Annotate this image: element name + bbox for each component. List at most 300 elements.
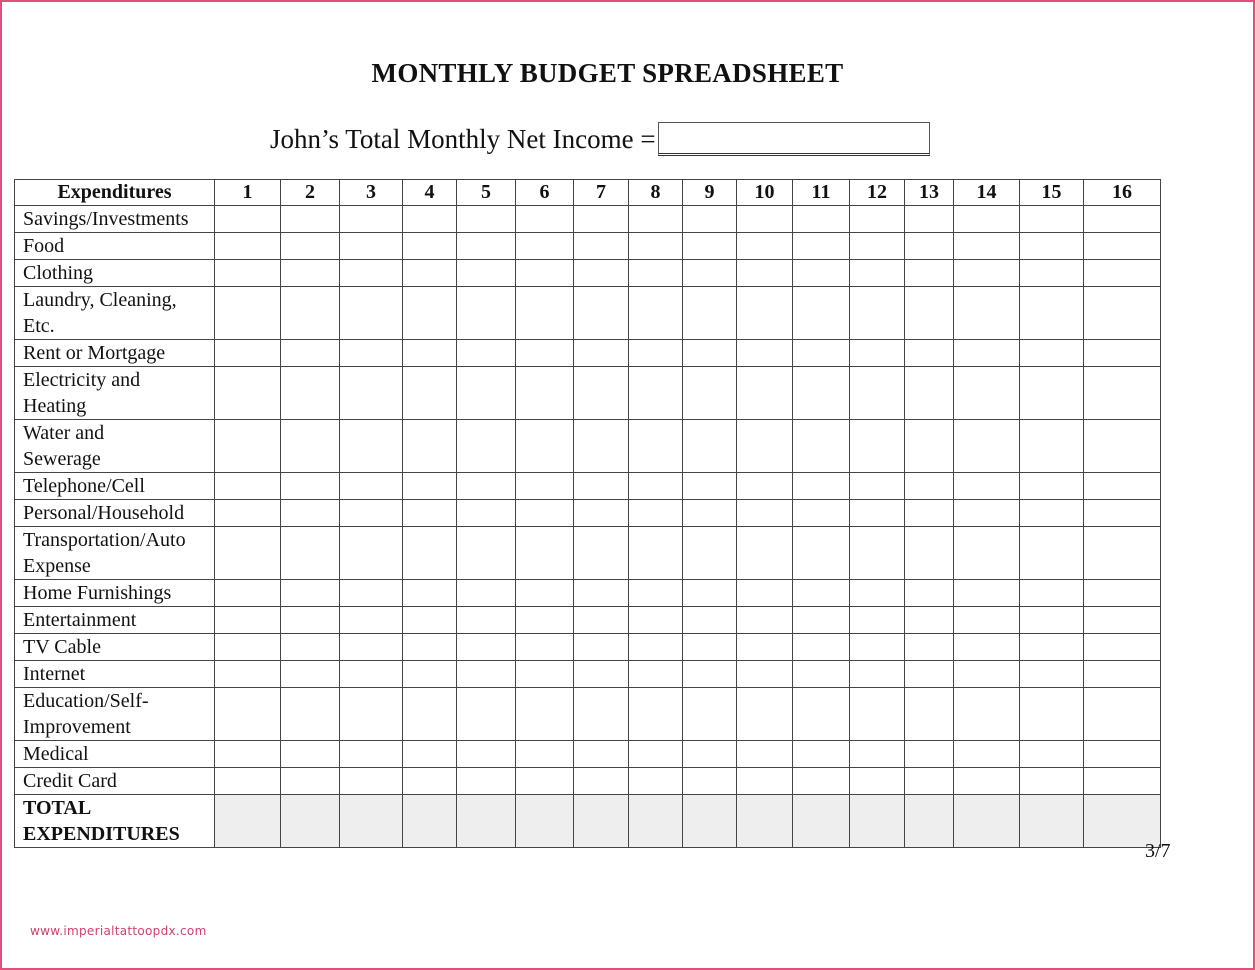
entry-cell[interactable] (215, 367, 281, 420)
entry-cell[interactable] (516, 527, 574, 580)
entry-cell[interactable] (905, 260, 954, 287)
total-cell[interactable] (457, 795, 516, 848)
entry-cell[interactable] (516, 473, 574, 500)
entry-cell[interactable] (574, 607, 629, 634)
entry-cell[interactable] (340, 420, 403, 473)
entry-cell[interactable] (281, 607, 340, 634)
page-number: 3/7 (1145, 840, 1171, 862)
income-input-box[interactable] (658, 122, 930, 156)
entry-cell[interactable] (737, 634, 793, 661)
entry-cell[interactable] (281, 688, 340, 741)
entry-cell[interactable] (793, 607, 850, 634)
entry-cell[interactable] (281, 287, 340, 340)
entry-cell[interactable] (574, 206, 629, 233)
entry-cell[interactable] (340, 768, 403, 795)
entry-cell[interactable] (954, 206, 1020, 233)
entry-cell[interactable] (683, 741, 737, 768)
entry-cell[interactable] (793, 580, 850, 607)
entry-cell[interactable] (737, 340, 793, 367)
entry-cell[interactable] (1084, 580, 1161, 607)
entry-cell[interactable] (629, 634, 683, 661)
entry-cell[interactable] (457, 688, 516, 741)
entry-cell[interactable] (1020, 473, 1084, 500)
entry-cell[interactable] (737, 420, 793, 473)
entry-cell[interactable] (850, 260, 905, 287)
entry-cell[interactable] (574, 580, 629, 607)
entry-cell[interactable] (403, 527, 457, 580)
entry-cell[interactable] (905, 287, 954, 340)
entry-cell[interactable] (683, 688, 737, 741)
entry-cell[interactable] (683, 580, 737, 607)
entry-cell[interactable] (1084, 473, 1161, 500)
entry-cell[interactable] (737, 688, 793, 741)
entry-cell[interactable] (850, 607, 905, 634)
entry-cell[interactable] (215, 233, 281, 260)
entry-cell[interactable] (954, 287, 1020, 340)
entry-cell[interactable] (340, 580, 403, 607)
entry-cell[interactable] (516, 741, 574, 768)
entry-cell[interactable] (340, 367, 403, 420)
entry-cell[interactable] (281, 661, 340, 688)
entry-cell[interactable] (457, 768, 516, 795)
entry-cell[interactable] (629, 607, 683, 634)
entry-cell[interactable] (905, 233, 954, 260)
entry-cell[interactable] (516, 688, 574, 741)
entry-cell[interactable] (905, 367, 954, 420)
entry-cell[interactable] (403, 768, 457, 795)
entry-cell[interactable] (629, 233, 683, 260)
entry-cell[interactable] (281, 580, 340, 607)
entry-cell[interactable] (793, 527, 850, 580)
page-title: MONTHLY BUDGET SPREADSHEET (371, 58, 844, 88)
entry-cell[interactable] (457, 287, 516, 340)
entry-cell[interactable] (574, 688, 629, 741)
entry-cell[interactable] (683, 500, 737, 527)
entry-cell[interactable] (1020, 287, 1084, 340)
entry-cell[interactable] (340, 340, 403, 367)
entry-cell[interactable] (850, 367, 905, 420)
entry-cell[interactable] (1084, 367, 1161, 420)
entry-cell[interactable] (457, 340, 516, 367)
entry-cell[interactable] (954, 580, 1020, 607)
entry-cell[interactable] (457, 420, 516, 473)
entry-cell[interactable] (1084, 260, 1161, 287)
entry-cell[interactable] (457, 473, 516, 500)
entry-cell[interactable] (905, 741, 954, 768)
entry-cell[interactable] (850, 634, 905, 661)
entry-cell[interactable] (683, 768, 737, 795)
entry-cell[interactable] (954, 500, 1020, 527)
entry-cell[interactable] (215, 688, 281, 741)
entry-cell[interactable] (683, 473, 737, 500)
entry-cell[interactable] (574, 367, 629, 420)
entry-cell[interactable] (340, 741, 403, 768)
entry-cell[interactable] (905, 500, 954, 527)
entry-cell[interactable] (457, 580, 516, 607)
entry-cell[interactable] (1084, 500, 1161, 527)
entry-cell[interactable] (629, 661, 683, 688)
entry-cell[interactable] (683, 527, 737, 580)
table-row (15, 661, 1161, 688)
entry-cell[interactable] (793, 260, 850, 287)
entry-cell[interactable] (281, 206, 340, 233)
entry-cell[interactable] (683, 340, 737, 367)
entry-cell[interactable] (340, 527, 403, 580)
row-label: Transportation/Auto Expense (15, 527, 215, 580)
entry-cell[interactable] (403, 500, 457, 527)
entry-cell[interactable] (737, 260, 793, 287)
entry-cell[interactable] (403, 367, 457, 420)
entry-cell[interactable] (737, 607, 793, 634)
entry-cell[interactable] (683, 661, 737, 688)
total-cell[interactable] (340, 795, 403, 848)
entry-cell[interactable] (340, 233, 403, 260)
entry-cell[interactable] (340, 287, 403, 340)
entry-cell[interactable] (403, 340, 457, 367)
entry-cell[interactable] (793, 287, 850, 340)
entry-cell[interactable] (215, 420, 281, 473)
entry-cell[interactable] (954, 768, 1020, 795)
entry-cell[interactable] (403, 233, 457, 260)
entry-cell[interactable] (954, 473, 1020, 500)
entry-cell[interactable] (281, 260, 340, 287)
table-row (15, 340, 1161, 367)
entry-cell[interactable] (629, 420, 683, 473)
entry-cell[interactable] (954, 527, 1020, 580)
entry-cell[interactable] (215, 607, 281, 634)
entry-cell[interactable] (905, 688, 954, 741)
entry-cell[interactable] (1084, 741, 1161, 768)
entry-cell[interactable] (215, 473, 281, 500)
entry-cell[interactable] (1084, 206, 1161, 233)
entry-cell[interactable] (215, 206, 281, 233)
entry-cell[interactable] (457, 206, 516, 233)
total-cell[interactable] (629, 795, 683, 848)
entry-cell[interactable] (954, 260, 1020, 287)
entry-cell[interactable] (1084, 287, 1161, 340)
entry-cell[interactable] (954, 741, 1020, 768)
entry-cell[interactable] (516, 420, 574, 473)
entry-cell[interactable] (683, 206, 737, 233)
entry-cell[interactable] (457, 741, 516, 768)
entry-cell[interactable] (850, 527, 905, 580)
entry-cell[interactable] (1020, 688, 1084, 741)
entry-cell[interactable] (574, 287, 629, 340)
entry-cell[interactable] (574, 340, 629, 367)
entry-cell[interactable] (683, 420, 737, 473)
entry-cell[interactable] (629, 741, 683, 768)
entry-cell[interactable] (683, 607, 737, 634)
entry-cell[interactable] (793, 206, 850, 233)
entry-cell[interactable] (574, 260, 629, 287)
entry-cell[interactable] (1020, 260, 1084, 287)
entry-cell[interactable] (850, 768, 905, 795)
entry-cell[interactable] (516, 500, 574, 527)
entry-cell[interactable] (1084, 634, 1161, 661)
entry-cell[interactable] (1020, 500, 1084, 527)
entry-cell[interactable] (850, 500, 905, 527)
total-cell[interactable] (1020, 795, 1084, 848)
entry-cell[interactable] (737, 527, 793, 580)
entry-cell[interactable] (574, 741, 629, 768)
entry-cell[interactable] (1020, 741, 1084, 768)
entry-cell[interactable] (340, 607, 403, 634)
entry-cell[interactable] (215, 527, 281, 580)
entry-cell[interactable] (629, 768, 683, 795)
entry-cell[interactable] (737, 233, 793, 260)
entry-cell[interactable] (1020, 634, 1084, 661)
entry-cell[interactable] (281, 420, 340, 473)
entry-cell[interactable] (1020, 420, 1084, 473)
table-row (15, 741, 1161, 768)
entry-cell[interactable] (457, 367, 516, 420)
entry-cell[interactable] (1084, 768, 1161, 795)
entry-cell[interactable] (793, 233, 850, 260)
table-row (15, 287, 1161, 340)
entry-cell[interactable] (793, 634, 850, 661)
entry-cell[interactable] (737, 661, 793, 688)
row-label: Food (15, 233, 215, 260)
entry-cell[interactable] (403, 473, 457, 500)
entry-cell[interactable] (954, 367, 1020, 420)
entry-cell[interactable] (340, 260, 403, 287)
entry-cell[interactable] (281, 500, 340, 527)
entry-cell[interactable] (850, 420, 905, 473)
entry-cell[interactable] (457, 527, 516, 580)
total-cell[interactable] (905, 795, 954, 848)
entry-cell[interactable] (629, 527, 683, 580)
entry-cell[interactable] (850, 473, 905, 500)
entry-cell[interactable] (281, 233, 340, 260)
entry-cell[interactable] (215, 741, 281, 768)
entry-cell[interactable] (403, 287, 457, 340)
entry-cell[interactable] (281, 527, 340, 580)
entry-cell[interactable] (1084, 607, 1161, 634)
entry-cell[interactable] (340, 206, 403, 233)
entry-cell[interactable] (215, 661, 281, 688)
entry-cell[interactable] (340, 473, 403, 500)
entry-cell[interactable] (457, 233, 516, 260)
entry-cell[interactable] (215, 500, 281, 527)
entry-cell[interactable] (629, 206, 683, 233)
entry-cell[interactable] (793, 367, 850, 420)
total-cell[interactable] (793, 795, 850, 848)
entry-cell[interactable] (574, 233, 629, 260)
entry-cell[interactable] (850, 661, 905, 688)
entry-cell[interactable] (403, 580, 457, 607)
entry-cell[interactable] (683, 233, 737, 260)
entry-cell[interactable] (905, 661, 954, 688)
table-row (15, 233, 1161, 260)
entry-cell[interactable] (1084, 420, 1161, 473)
entry-cell[interactable] (1020, 580, 1084, 607)
entry-cell[interactable] (629, 287, 683, 340)
entry-cell[interactable] (215, 287, 281, 340)
entry-cell[interactable] (793, 688, 850, 741)
entry-cell[interactable] (954, 233, 1020, 260)
entry-cell[interactable] (574, 420, 629, 473)
row-label: Home Furnishings (15, 580, 215, 607)
entry-cell[interactable] (516, 634, 574, 661)
entry-cell[interactable] (737, 287, 793, 340)
entry-cell[interactable] (954, 340, 1020, 367)
entry-cell[interactable] (793, 741, 850, 768)
entry-cell[interactable] (683, 260, 737, 287)
entry-cell[interactable] (737, 206, 793, 233)
entry-cell[interactable] (850, 340, 905, 367)
entry-cell[interactable] (954, 634, 1020, 661)
entry-cell[interactable] (516, 768, 574, 795)
entry-cell[interactable] (574, 473, 629, 500)
entry-cell[interactable] (516, 580, 574, 607)
entry-cell[interactable] (403, 420, 457, 473)
total-cell[interactable] (403, 795, 457, 848)
entry-cell[interactable] (1020, 527, 1084, 580)
entry-cell[interactable] (850, 206, 905, 233)
total-cell[interactable] (850, 795, 905, 848)
entry-cell[interactable] (905, 473, 954, 500)
entry-cell[interactable] (850, 580, 905, 607)
entry-cell[interactable] (905, 580, 954, 607)
entry-cell[interactable] (1084, 340, 1161, 367)
entry-cell[interactable] (281, 367, 340, 420)
entry-cell[interactable] (629, 500, 683, 527)
entry-cell[interactable] (516, 260, 574, 287)
entry-cell[interactable] (340, 688, 403, 741)
entry-cell[interactable] (340, 500, 403, 527)
entry-cell[interactable] (403, 634, 457, 661)
entry-cell[interactable] (905, 607, 954, 634)
total-cell[interactable] (516, 795, 574, 848)
entry-cell[interactable] (281, 473, 340, 500)
entry-cell[interactable] (905, 206, 954, 233)
entry-cell[interactable] (793, 473, 850, 500)
entry-cell[interactable] (905, 420, 954, 473)
entry-cell[interactable] (1084, 233, 1161, 260)
entry-cell[interactable] (281, 634, 340, 661)
entry-cell[interactable] (1084, 661, 1161, 688)
entry-cell[interactable] (629, 688, 683, 741)
entry-cell[interactable] (629, 473, 683, 500)
total-cell[interactable] (737, 795, 793, 848)
entry-cell[interactable] (403, 206, 457, 233)
entry-cell[interactable] (850, 688, 905, 741)
entry-cell[interactable] (215, 768, 281, 795)
entry-cell[interactable] (516, 287, 574, 340)
entry-cell[interactable] (403, 741, 457, 768)
entry-cell[interactable] (793, 661, 850, 688)
entry-cell[interactable] (737, 768, 793, 795)
entry-cell[interactable] (574, 768, 629, 795)
entry-cell[interactable] (403, 260, 457, 287)
entry-cell[interactable] (281, 340, 340, 367)
entry-cell[interactable] (629, 260, 683, 287)
entry-cell[interactable] (516, 367, 574, 420)
entry-cell[interactable] (574, 661, 629, 688)
entry-cell[interactable] (403, 607, 457, 634)
table-row (15, 420, 1161, 473)
total-cell[interactable] (683, 795, 737, 848)
entry-cell[interactable] (629, 367, 683, 420)
entry-cell[interactable] (281, 768, 340, 795)
entry-cell[interactable] (457, 500, 516, 527)
entry-cell[interactable] (516, 206, 574, 233)
entry-cell[interactable] (457, 634, 516, 661)
entry-cell[interactable] (793, 420, 850, 473)
entry-cell[interactable] (850, 233, 905, 260)
entry-cell[interactable] (683, 287, 737, 340)
entry-cell[interactable] (954, 420, 1020, 473)
entry-cell[interactable] (629, 580, 683, 607)
entry-cell[interactable] (1020, 233, 1084, 260)
entry-cell[interactable] (1020, 768, 1084, 795)
entry-cell[interactable] (1020, 367, 1084, 420)
entry-cell[interactable] (457, 661, 516, 688)
total-cell[interactable] (281, 795, 340, 848)
entry-cell[interactable] (793, 340, 850, 367)
entry-cell[interactable] (516, 233, 574, 260)
entry-cell[interactable] (793, 500, 850, 527)
entry-cell[interactable] (403, 661, 457, 688)
entry-cell[interactable] (905, 340, 954, 367)
entry-cell[interactable] (905, 768, 954, 795)
entry-cell[interactable] (1084, 688, 1161, 741)
entry-cell[interactable] (737, 580, 793, 607)
entry-cell[interactable] (1020, 661, 1084, 688)
entry-cell[interactable] (516, 340, 574, 367)
entry-cell[interactable] (403, 688, 457, 741)
entry-cell[interactable] (215, 580, 281, 607)
entry-cell[interactable] (516, 661, 574, 688)
total-cell[interactable] (215, 795, 281, 848)
entry-cell[interactable] (850, 287, 905, 340)
entry-cell[interactable] (905, 634, 954, 661)
entry-cell[interactable] (737, 741, 793, 768)
entry-cell[interactable] (281, 741, 340, 768)
entry-cell[interactable] (215, 340, 281, 367)
entry-cell[interactable] (850, 741, 905, 768)
entry-cell[interactable] (340, 634, 403, 661)
entry-cell[interactable] (954, 607, 1020, 634)
entry-cell[interactable] (1084, 527, 1161, 580)
entry-cell[interactable] (215, 634, 281, 661)
total-cell[interactable] (954, 795, 1020, 848)
entry-cell[interactable] (340, 661, 403, 688)
entry-cell[interactable] (629, 340, 683, 367)
entry-cell[interactable] (457, 260, 516, 287)
entry-cell[interactable] (1020, 607, 1084, 634)
entry-cell[interactable] (737, 500, 793, 527)
table-row (15, 607, 1161, 634)
entry-cell[interactable] (737, 473, 793, 500)
entry-cell[interactable] (574, 527, 629, 580)
entry-cell[interactable] (574, 634, 629, 661)
entry-cell[interactable] (954, 688, 1020, 741)
entry-cell[interactable] (516, 607, 574, 634)
entry-cell[interactable] (954, 661, 1020, 688)
entry-cell[interactable] (737, 367, 793, 420)
entry-cell[interactable] (574, 500, 629, 527)
entry-cell[interactable] (1020, 206, 1084, 233)
entry-cell[interactable] (215, 260, 281, 287)
entry-cell[interactable] (793, 768, 850, 795)
entry-cell[interactable] (1020, 340, 1084, 367)
entry-cell[interactable] (905, 527, 954, 580)
entry-cell[interactable] (683, 367, 737, 420)
total-cell[interactable] (574, 795, 629, 848)
entry-cell[interactable] (457, 607, 516, 634)
entry-cell[interactable] (683, 634, 737, 661)
